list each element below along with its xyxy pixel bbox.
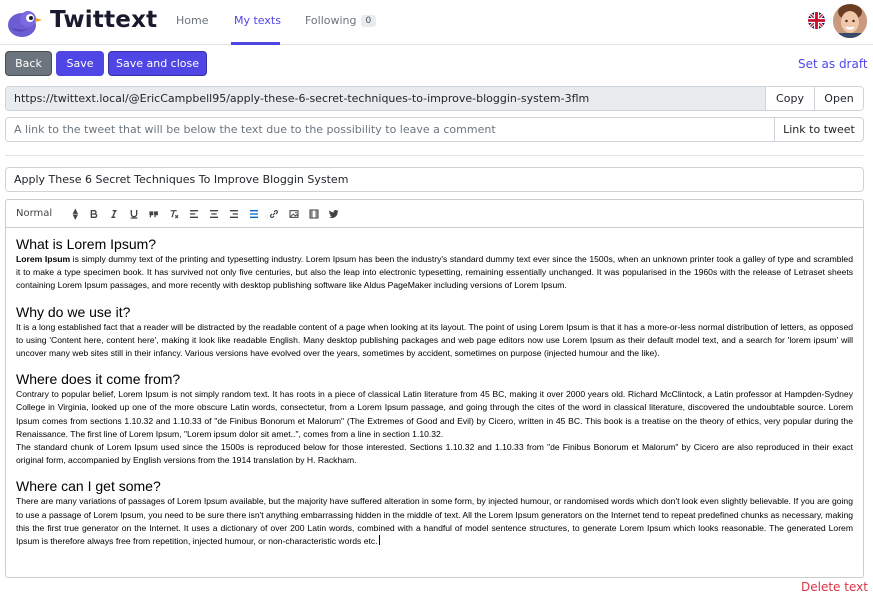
set-as-draft-link[interactable]: Set as draft <box>798 57 868 71</box>
section-paragraph: It is a long established fact that a reader will be distracted by the readable content of a page when looking at its layout. The point of using Lorem Ipsum is that it has a more-or-less normal distribution of letters, as opposed to using 'Content here, content here', making it look like readable English. Many desktop publishing packages and web page editors now use Lorem Ipsum as their default model text, and a search for 'lorem ipsum' will uncover many web sites still in their infancy. Various versions have evolved over the years, sometimes by accident, sometimes on purpose (injected humour and the like). <box>16 321 853 359</box>
section-paragraph: Contrary to popular belief, Lorem Ipsum is not simply random text. It has roots in a piece of classical Latin literature from 45 BC, making it over 2000 years old. Richard McClintock, a Latin professor at Hampden-Sydney College in Virginia, looked up one of the more obscure Latin words, consectetur, from a Lorem Ipsum passage, and going through the cites of the word in classical literature, discovered the undoubtable source. Lorem Ipsum comes from sections 1.10.32 and 1.10.33 of "de Finibus Bonorum et Malorum" (The Extremes of Good and Evil) by Cicero, written in 45 BC. This book is a treatise on the theory of ethics, very popular during the Renaissance. The first line of Lorem Ipsum, "Lorem ipsum dolor sit amet..", comes from a line in section 1.10.32. <box>16 389 853 439</box>
link-to-tweet-button[interactable]: Link to tweet <box>774 118 863 141</box>
editor-content[interactable] <box>6 228 863 548</box>
section-paragraph <box>16 495 853 548</box>
tweet-link-input[interactable] <box>6 118 774 141</box>
paragraph-text: is simply dummy text of the printing and typesetting industry. Lorem Ipsum has been the industry's standard dummy text ever since the 1500s, when an unknown printer took a galley of type and scrambled it to make a type specimen book. It has survived not only five centuries, but also the leap into electronic typesetting, remaining essentially unchanged. It was popularised in the 1960s with the release of Letraset sheets containing Lorem Ipsum passages, and more recently with desktop publishing software like Aldus PageMaker including versions of Lorem Ipsum. <box>16 254 853 291</box>
clear-format-icon[interactable] <box>164 205 184 223</box>
bird-logo-icon[interactable] <box>4 5 42 39</box>
section-heading: Where does it come from? <box>16 371 181 388</box>
link-icon[interactable] <box>264 205 284 223</box>
section-heading: Where can I get some? <box>16 478 161 495</box>
brand-name[interactable]: Twittext <box>50 7 158 33</box>
format-select-value: Normal <box>16 208 53 219</box>
italic-icon[interactable] <box>104 205 124 223</box>
save-button[interactable]: Save <box>56 51 104 76</box>
align-center-icon[interactable] <box>204 205 224 223</box>
section-heading: Why do we use it? <box>16 303 131 320</box>
rich-text-editor <box>5 199 864 578</box>
title-input[interactable] <box>5 167 864 192</box>
open-url-button[interactable]: Open <box>814 87 863 110</box>
nav-following-label: Following <box>305 14 357 27</box>
blockquote-icon[interactable] <box>144 205 164 223</box>
delete-text-link[interactable]: Delete text <box>801 580 868 594</box>
editor-toolbar <box>6 200 863 228</box>
video-icon[interactable] <box>304 205 324 223</box>
nav-home[interactable]: Home <box>176 14 209 27</box>
align-right-icon[interactable] <box>224 205 244 223</box>
following-count-badge: 0 <box>361 15 377 27</box>
uk-flag-icon[interactable] <box>808 12 825 29</box>
section-paragraph: The standard chunk of Lorem Ipsum used since the 1500s is reproduced below for those interested. Sections 1.10.32 and 1.10.33 from "de Finibus Bonorum et Malorum" by Cicero are also reproduced in their exact original form, accompanied by English versions from the 1914 translation by H. Rackham. <box>16 442 853 466</box>
nav-my-texts[interactable]: My texts <box>234 14 281 27</box>
bold-icon[interactable] <box>84 205 104 223</box>
nav-active-indicator <box>231 42 280 45</box>
section-divider <box>5 155 864 156</box>
image-icon[interactable] <box>284 205 304 223</box>
format-select[interactable] <box>16 208 78 220</box>
text-url-field[interactable]: https://twittext.local/@EricCampbell95/apply-these-6-secret-techniques-to-improve-bloggin-system-3flm <box>6 87 765 110</box>
top-navbar <box>0 0 873 45</box>
underline-icon[interactable] <box>124 205 144 223</box>
copy-url-button[interactable]: Copy <box>765 87 814 110</box>
bold-lead-text: Lorem Ipsum <box>16 254 71 264</box>
tweet-link-input-group <box>5 117 864 142</box>
section-paragraph <box>16 253 853 293</box>
section-heading: What is Lorem Ipsum? <box>16 236 157 252</box>
twitter-icon[interactable] <box>324 205 344 223</box>
nav-following[interactable] <box>305 14 376 27</box>
select-arrows-icon: ▲ ▼ <box>72 206 78 221</box>
text-cursor <box>379 535 380 545</box>
url-input-group <box>5 86 864 111</box>
back-button[interactable]: Back <box>5 51 52 76</box>
user-avatar[interactable] <box>833 4 867 38</box>
align-left-icon[interactable] <box>184 205 204 223</box>
save-and-close-button[interactable]: Save and close <box>108 51 207 76</box>
paragraph-text: There are many variations of passages of Lorem Ipsum available, but the majority have suffered alteration in some form, by injected humour, or randomised words which don't look even slightly believable. If you are going to use a passage of Lorem Ipsum, you need to be sure there isn't anything embarrassing hidden in the middle of text. All the Lorem Ipsum generators on the Internet tend to repeat predefined chunks as necessary, making this the first true generator on the Internet. It uses a dictionary of over 200 Latin words, combined with a handful of model sentence structures, to generate Lorem Ipsum which looks reasonable. The generated Lorem Ipsum is therefore always free from repetition, injected humour, or non-characteristic words etc. <box>16 496 854 547</box>
align-justify-icon[interactable] <box>244 205 264 223</box>
